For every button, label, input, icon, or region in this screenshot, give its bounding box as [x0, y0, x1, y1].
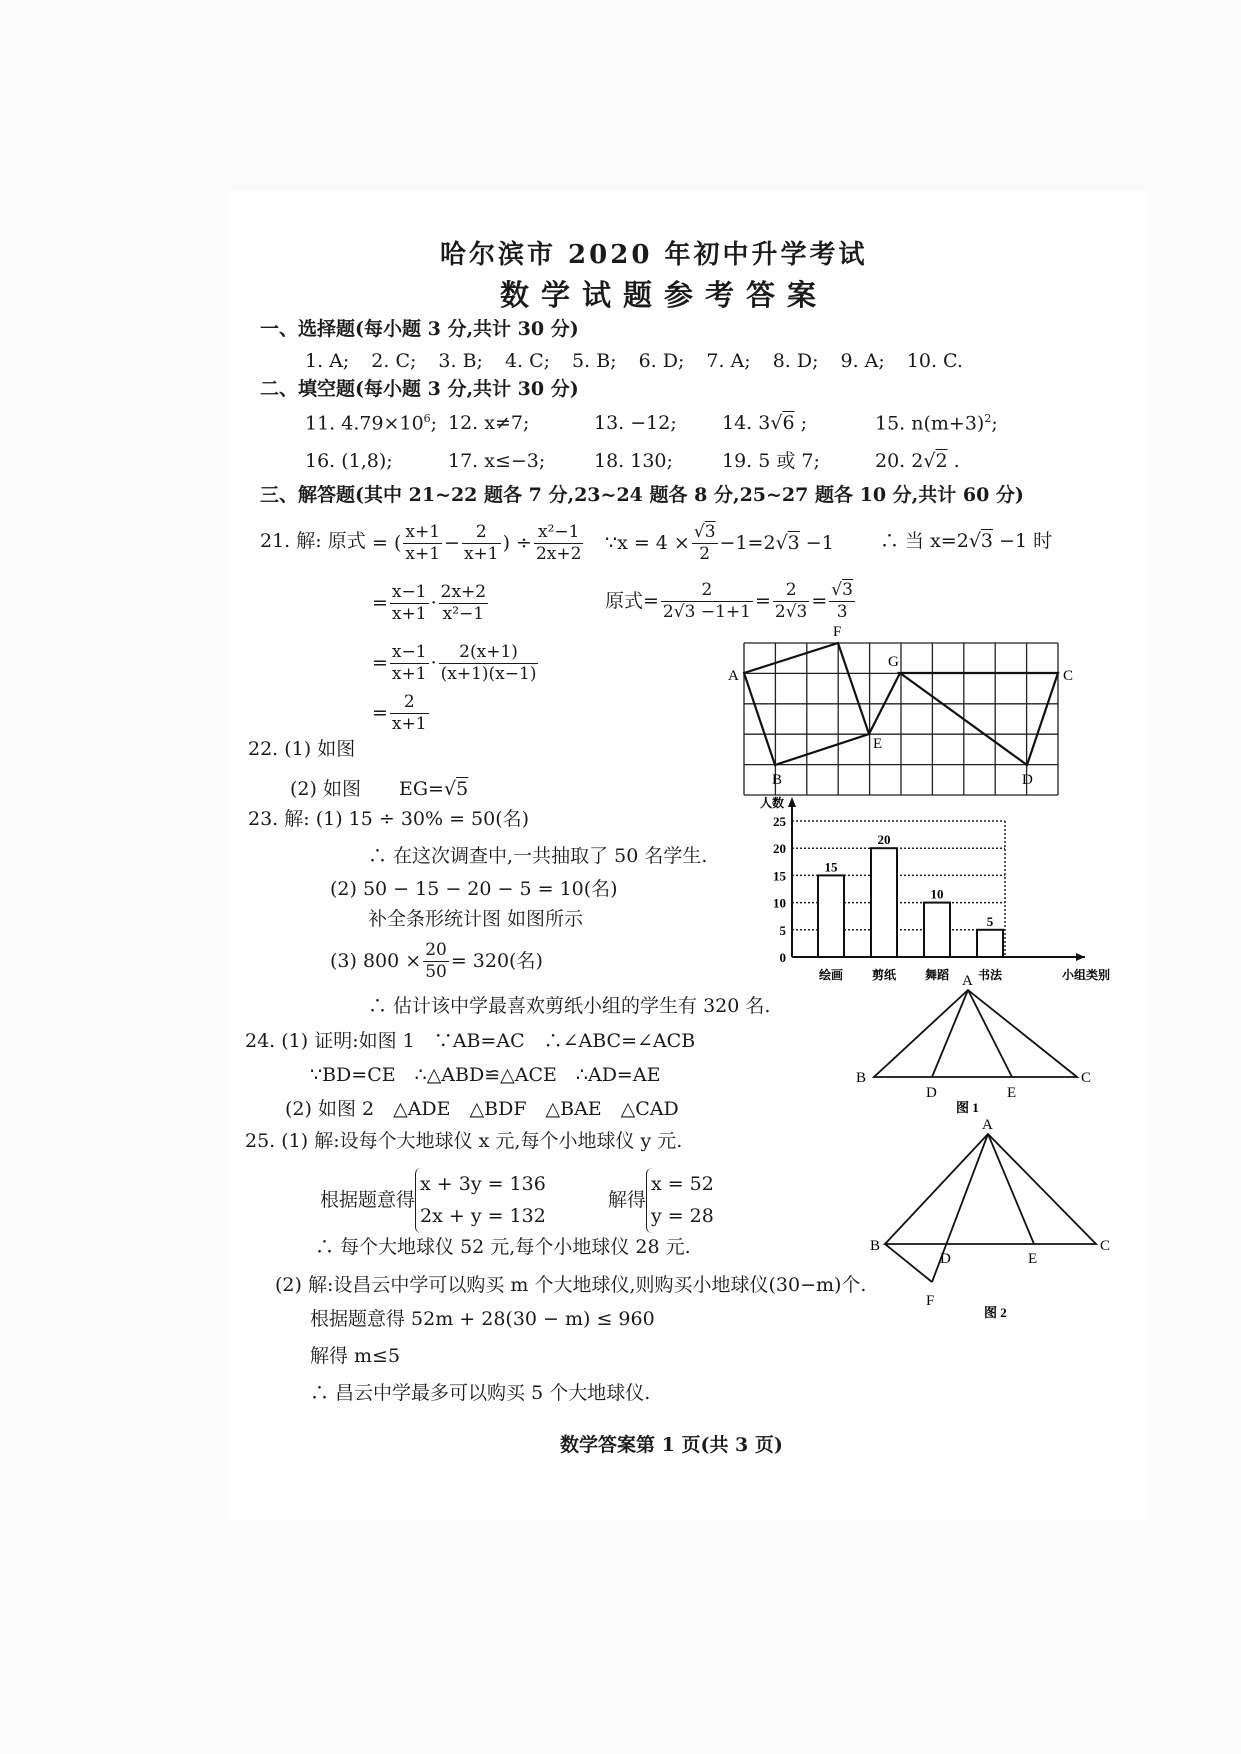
answer-13: 13. −12;: [594, 412, 677, 434]
answer-4: 4. C;: [504, 350, 551, 372]
answer-2: 2. C;: [371, 350, 417, 372]
answer-10: 10. C.: [906, 350, 963, 372]
grid-lines: [744, 643, 1058, 795]
page-subtitle: 数学试题参考答案: [500, 278, 829, 312]
q23-line3: (2) 50 − 15 − 20 − 5 = 10(名): [330, 878, 618, 900]
segment-ae: [988, 1134, 1034, 1244]
page-title: 哈尔滨市 2020 年初中升学考试: [440, 240, 868, 270]
category-label: 书法: [977, 968, 1003, 982]
x-axis-label: 小组类别: [1062, 968, 1111, 982]
y-tick-label: 25: [773, 814, 786, 829]
q22-part2: (2) 如图 EG=√5: [290, 778, 469, 800]
grid-figure: [720, 620, 1100, 820]
q21-label: 21. 解: 原式: [260, 530, 366, 552]
q21-line3: = $\frac{x-1}{x+1}$ · $\frac{2(x+1)}{(x+1)(x-1)}$: [372, 642, 537, 685]
answer-5: 5. B;: [572, 350, 617, 372]
q25-line5: 根据题意得 52m + 28(30 − m) ≤ 960: [310, 1308, 655, 1330]
bar-value-label: 10: [930, 886, 944, 902]
q23-line4: 补全条形统计图 如图所示: [368, 908, 584, 930]
y-tick-label: 10: [773, 895, 786, 911]
label-b: B: [772, 772, 783, 788]
q21-line2: = $\frac{x-1}{x+1}$ · $\frac{2x+2}{\text{x²−1}}$: [372, 582, 487, 625]
answer-9: 9. A;: [840, 350, 885, 372]
y-tick-label: 20: [773, 841, 786, 857]
label-a: A: [728, 668, 739, 684]
section-1-heading: 一、选择题(每小题 3 分,共计 30 分): [260, 318, 579, 340]
q25-line6: 解得 m≤5: [310, 1345, 401, 1367]
label-e: E: [873, 736, 883, 752]
answer-15: 15. $n(m+3)^2$;: [875, 412, 998, 435]
answer-3: 3. B;: [438, 350, 483, 372]
segment-bf: [885, 1244, 932, 1282]
q24-line1: 24. (1) 证明:如图 1 ∵AB=AC ∴∠ABC=∠ACB: [245, 1030, 696, 1052]
fig1-label-b: B: [856, 1070, 867, 1086]
q21-line4: = $\frac{2}{x+1}$: [372, 692, 427, 735]
figure-2: [860, 1115, 1120, 1325]
fig1-label-d: D: [926, 1085, 937, 1101]
fig2-label-f: F: [926, 1293, 935, 1309]
y-axis-arrow: [788, 797, 796, 807]
fig1-label-e: E: [1007, 1085, 1017, 1101]
q23-line5: (3) 800 × $\frac{20}{50}$ = 320(名): [330, 940, 543, 983]
triangle-abc: [885, 1134, 1096, 1244]
y-axis-label: 人数: [760, 796, 785, 810]
figure-1: [840, 970, 1100, 1120]
fig2-label-d: D: [940, 1251, 951, 1267]
choice-answers: [305, 350, 963, 373]
fig1-caption: 图 1: [956, 1100, 979, 1115]
category-label: 舞蹈: [924, 968, 950, 982]
fig2-label-c: C: [1100, 1238, 1111, 1254]
label-f: F: [833, 624, 842, 640]
section-2-heading: 二、填空题(每小题 3 分,共计 30 分): [260, 378, 579, 400]
answer-19: 19. 5 或 7;: [722, 450, 820, 472]
y-tick-label: 5: [779, 922, 786, 938]
bar-2: [871, 848, 897, 957]
answer-16: 16. (1,8);: [305, 450, 393, 472]
answer-17: 17. x≤−3;: [448, 450, 546, 472]
fig1-label-c: C: [1081, 1070, 1092, 1086]
segment-ad: [932, 990, 968, 1077]
q23-line2: ∴ 在这次调查中,一共抽取了 50 名学生.: [368, 845, 708, 867]
y-tick-label: 15: [773, 868, 786, 884]
x-axis-arrow: [1076, 953, 1085, 961]
bar-4: [977, 930, 1003, 957]
y-tick-label: 0: [779, 950, 786, 965]
fig2-label-b: B: [870, 1238, 881, 1254]
q24-line2: ∵BD=CE ∴△ABD≌△ACE ∴AD=AE: [310, 1064, 661, 1086]
bar-value-label: 20: [877, 832, 891, 848]
bar-1: [818, 875, 844, 957]
q23-line1: 23. 解: (1) 15 ÷ 30% = 50(名): [248, 808, 530, 830]
label-c: C: [1063, 668, 1074, 684]
answer-18: 18. 130;: [594, 450, 673, 472]
fig2-label-a: A: [982, 1117, 993, 1133]
q23-line6: ∴ 估计该中学最喜欢剪纸小组的学生有 320 名.: [368, 995, 771, 1017]
fig2-label-e: E: [1028, 1251, 1038, 1267]
answer-8: 8. D;: [772, 350, 819, 372]
answer-12: 12. x≠7;: [448, 412, 530, 434]
category-label: 绘画: [818, 968, 844, 982]
label-d: D: [1022, 772, 1033, 788]
page-footer: 数学答案第 1 页(共 3 页): [560, 1434, 783, 1456]
bar-value-label: 15: [824, 859, 838, 875]
q25-line3: ∴ 每个大地球仪 52 元,每个小地球仪 28 元.: [315, 1236, 691, 1258]
bar-value-label: 5: [986, 913, 994, 929]
answer-7: 7. A;: [706, 350, 751, 372]
answer-6: 6. D;: [638, 350, 685, 372]
segment-ae: [968, 990, 1012, 1077]
bar-chart: [750, 795, 1130, 985]
q25-line4: (2) 解:设昌云中学可以购买 m 个大地球仪,则购买小地球仪(30−m)个.: [275, 1274, 867, 1296]
label-g: G: [888, 654, 899, 670]
q21-x-value: ∵x = 4 × $\frac{√3}{2}$ −1=2√3 −1: [605, 522, 834, 565]
section-3-heading: 三、解答题(其中 21~22 题各 7 分,23~24 题各 8 分,25~27 题各 10 分,共计 60 分): [260, 484, 1024, 506]
q25-line1: 25. (1) 解:设每个大地球仪 x 元,每个小地球仪 y 元.: [245, 1130, 683, 1152]
q22-part1: 22. (1) 如图: [248, 738, 356, 760]
answer-14: 14. 3√6 ;: [722, 412, 808, 434]
answer-11: 11. $4.79\times 10^6$;: [305, 412, 438, 435]
q25-line7: ∴ 昌云中学最多可以购买 5 个大地球仪.: [310, 1382, 651, 1404]
q24-line3: (2) 如图 2 △ADE △BDF △BAE △CAD: [285, 1098, 679, 1120]
bar-3: [924, 903, 950, 957]
category-label: 剪纸: [871, 968, 897, 982]
fig1-label-a: A: [962, 973, 973, 989]
q25-system: 根据题意得x + 3y = 136 2x + y = 132 解得x = 52 y = 28: [320, 1168, 714, 1233]
q21-when: ∴ 当 x=2√3 −1 时: [880, 530, 1053, 552]
q21-line1: = ( $\frac{x+1}{x+1}$ − $\frac{2}{x+1}$ ) ÷ $\frac{\text{x²−1}}{2x+2}$: [372, 522, 582, 565]
triangle-gcd: [900, 673, 1058, 765]
q21-result: 原式= $\frac{2}{2√3 -1+1}$ = $\frac{2}{2√3}$ = $\frac{√3}{3}$: [605, 580, 853, 623]
answer-1: 1. A;: [305, 350, 350, 372]
answer-20: 20. 2√2 .: [875, 450, 960, 472]
fig2-caption: 图 2: [984, 1305, 1007, 1320]
